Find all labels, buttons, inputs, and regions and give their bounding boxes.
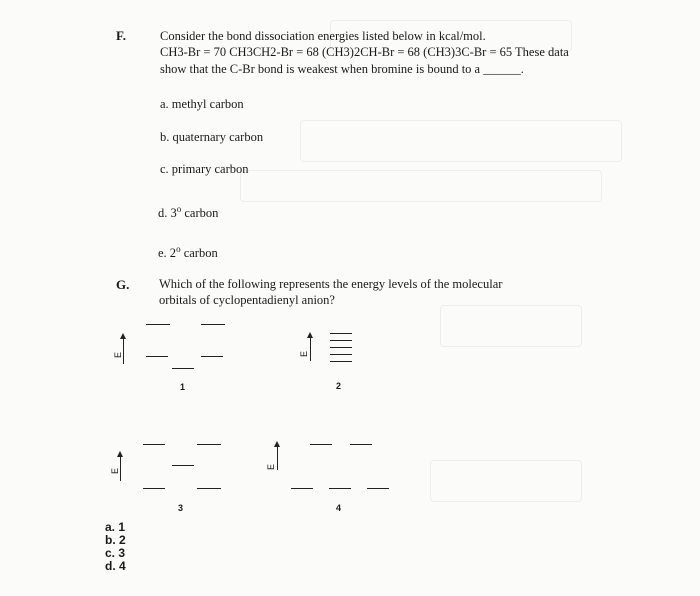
answer-g-b[interactable]: b. 2 — [105, 533, 126, 547]
mo-level — [330, 340, 352, 341]
question-g-line-2: orbitals of cyclopentadienyl anion? — [159, 293, 335, 307]
mo-level — [197, 444, 221, 445]
question-f-line-3: show that the C-Br bond is weakest when bromine is bound to a ______. — [160, 62, 524, 76]
energy-axis — [123, 338, 124, 364]
question-f-line-2: CH3-Br = 70 CH3CH2-Br = 68 (CH3)2CH-Br = 68 (CH3)3C-Br = 65 These data — [160, 45, 569, 59]
energy-axis — [310, 337, 311, 361]
diagram-number: 3 — [178, 503, 184, 513]
option-f-c[interactable]: c. primary carbon — [160, 162, 249, 176]
mo-level — [310, 444, 332, 445]
energy-label: E — [110, 467, 120, 474]
mo-level — [143, 488, 165, 489]
mo-level — [367, 488, 389, 489]
mo-level — [146, 324, 170, 325]
mo-level — [172, 465, 194, 466]
mo-level — [330, 333, 352, 334]
degree-mark: o — [176, 244, 181, 254]
energy-axis — [120, 456, 121, 481]
mo-level — [330, 354, 352, 355]
question-f-line-1: Consider the bond dissociation energies listed below in kcal/mol. — [160, 29, 486, 43]
degree-mark: o — [176, 204, 182, 214]
arrow-up-icon — [307, 332, 313, 338]
option-f-a[interactable]: a. methyl carbon — [160, 97, 244, 111]
option-f-d-suffix: carbon — [181, 206, 219, 221]
question-g-line-1: Which of the following represents the energy levels of the molecular — [159, 277, 503, 291]
diagram-number: 4 — [336, 503, 342, 513]
mo-level — [201, 356, 223, 357]
question-f-label: F. — [116, 28, 126, 43]
mo-level — [350, 444, 372, 445]
arrow-up-icon — [274, 441, 280, 447]
mo-level — [201, 324, 225, 325]
mo-level — [143, 444, 165, 445]
option-f-e[interactable] — [158, 241, 218, 261]
arrow-up-icon — [120, 333, 126, 339]
mo-level — [330, 347, 352, 348]
answer-g-d[interactable]: d. 4 — [105, 559, 126, 573]
arrow-up-icon — [117, 451, 123, 457]
mo-level — [291, 488, 313, 489]
mo-level — [172, 368, 194, 369]
answer-g-c[interactable]: c. 3 — [105, 546, 126, 560]
option-f-e-suffix: carbon — [180, 246, 218, 261]
energy-label: E — [266, 463, 276, 470]
diagram-number: 2 — [336, 381, 342, 391]
mo-level — [330, 361, 352, 362]
option-f-b[interactable]: b. quaternary carbon — [160, 130, 264, 144]
mo-level — [146, 356, 168, 357]
diagram-number: 1 — [180, 382, 186, 392]
answer-g-a[interactable]: a. 1 — [105, 520, 126, 534]
energy-label: E — [299, 350, 309, 357]
mo-level — [329, 488, 351, 489]
question-g-label: G. — [116, 277, 130, 292]
energy-label: E — [113, 351, 123, 358]
option-f-d-prefix: d. 3 — [158, 206, 177, 221]
option-f-d[interactable] — [158, 201, 218, 221]
energy-axis — [277, 446, 278, 470]
mo-level — [197, 488, 221, 489]
option-f-e-prefix: e. 2 — [158, 246, 177, 261]
